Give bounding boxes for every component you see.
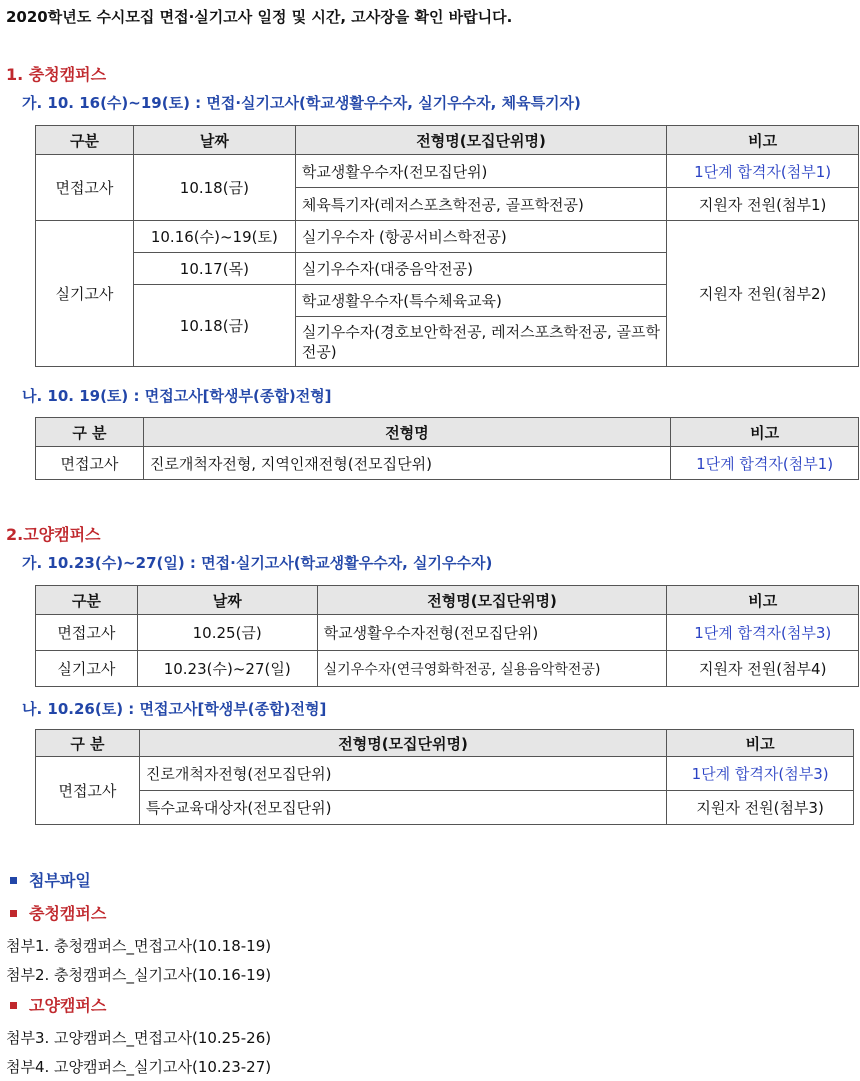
attachment-link-4[interactable]: 첨부4. 고양캠퍼스_실기고사(10.23-27)	[6, 1058, 272, 1076]
table-chungcheong-interview	[35, 417, 859, 480]
cell-note: 지원자 전원(첨부2)	[667, 221, 859, 367]
attachment-link-2[interactable]: 첨부2. 충청캠퍼스_실기고사(10.16-19)	[6, 966, 272, 984]
cell-name: 실기우수자(경호보안학전공, 레저스포츠학전공, 골프학전공)	[295, 317, 666, 367]
goyang-b-title: 나. 10.26(토) : 면접고사[학생부(종합)전형]	[22, 700, 327, 718]
cell-name: 진로개척자전형, 지역인재전형(전모집단위)	[143, 447, 670, 480]
attachment-link-3[interactable]: 첨부3. 고양캠퍼스_면접고사(10.25-26)	[6, 1029, 272, 1047]
cell-note: 지원자 전원(첨부1)	[667, 188, 859, 221]
cell-type: 면접고사	[36, 615, 138, 651]
header-note: 비고	[671, 418, 859, 447]
cell-name: 진로개척자전형(전모집단위)	[139, 757, 666, 791]
attachments-heading	[6, 868, 91, 891]
header-name: 전형명(모집단위명)	[317, 586, 667, 615]
table-row	[36, 155, 859, 188]
cell-type: 실기고사	[36, 221, 134, 367]
attachment-link-1[interactable]: 첨부1. 충청캠퍼스_면접고사(10.18-19)	[6, 937, 272, 955]
table-header-row	[36, 126, 859, 155]
cell-name: 실기우수자 (항공서비스학전공)	[295, 221, 666, 253]
table-goyang-schedule	[35, 585, 859, 687]
chungcheong-b-title: 나. 10. 19(토) : 면접고사[학생부(종합)전형]	[22, 387, 332, 405]
header-note: 비고	[667, 126, 859, 155]
cell-note: 1단계 합격자(첨부1)	[671, 447, 859, 480]
table-row	[36, 651, 859, 687]
cell-note: 지원자 전원(첨부4)	[667, 651, 859, 687]
cell-note: 1단계 합격자(첨부3)	[667, 615, 859, 651]
table-row	[36, 615, 859, 651]
chungcheong-a-title: 가. 10. 16(수)~19(토) : 면접·실기고사(학교생활우수자, 실기우수자, 체육특기자)	[22, 94, 581, 112]
cell-name: 실기우수자(연극영화학전공, 실용음악학전공)	[317, 651, 667, 687]
cell-date: 10.17(목)	[133, 253, 295, 285]
header-note: 비고	[667, 730, 854, 757]
cell-date: 10.18(금)	[133, 155, 295, 221]
attachments-cc-heading	[6, 901, 106, 924]
cell-name: 특수교육대상자(전모집단위)	[139, 791, 666, 825]
header-type: 구 분	[36, 418, 144, 447]
table-row	[36, 757, 854, 791]
attachments-gy-heading-label: 고양캠퍼스	[29, 996, 107, 1015]
header-name: 전형명(모집단위명)	[139, 730, 666, 757]
cell-note: 1단계 합격자(첨부3)	[667, 757, 854, 791]
header-type: 구 분	[36, 730, 140, 757]
cell-type: 면접고사	[36, 757, 140, 825]
header-type: 구분	[36, 586, 138, 615]
table-row	[36, 221, 859, 253]
cell-name: 학교생활우수자전형(전모집단위)	[317, 615, 667, 651]
table-row	[36, 447, 859, 480]
goyang-a-title: 가. 10.23(수)~27(일) : 면접·실기고사(학교생활우수자, 실기우수자)	[22, 554, 493, 572]
header-type: 구분	[36, 126, 134, 155]
cell-type: 면접고사	[36, 155, 134, 221]
cell-type: 면접고사	[36, 447, 144, 480]
square-bullet-icon	[10, 910, 17, 917]
attachments-gy-heading	[6, 993, 106, 1016]
cell-name: 학교생활우수자(전모집단위)	[295, 155, 666, 188]
table-row	[36, 791, 854, 825]
attachments-cc-heading-label: 충청캠퍼스	[29, 904, 107, 923]
table-chungcheong-schedule	[35, 125, 859, 367]
square-bullet-icon	[10, 877, 17, 884]
square-bullet-icon	[10, 1002, 17, 1009]
cell-note: 지원자 전원(첨부3)	[667, 791, 854, 825]
section-goyang-title: 2.고양캠퍼스	[6, 525, 101, 544]
cell-date: 10.18(금)	[133, 285, 295, 367]
cell-date: 10.23(수)~27(일)	[137, 651, 317, 687]
cell-name: 학교생활우수자(특수체육교육)	[295, 285, 666, 317]
header-note: 비고	[667, 586, 859, 615]
header-date: 날짜	[137, 586, 317, 615]
header-name: 전형명	[143, 418, 670, 447]
cell-note: 1단계 합격자(첨부1)	[667, 155, 859, 188]
table-goyang-interview	[35, 729, 854, 825]
table-header-row	[36, 586, 859, 615]
table-header-row	[36, 730, 854, 757]
section-chungcheong-title: 1. 충청캠퍼스	[6, 65, 107, 84]
cell-name: 체육특기자(레저스포츠학전공, 골프학전공)	[295, 188, 666, 221]
attachments-heading-label: 첨부파일	[29, 871, 91, 890]
page-intro: 2020학년도 수시모집 면접·실기고사 일정 및 시간, 고사장을 확인 바랍니다.	[6, 8, 513, 26]
cell-name: 실기우수자(대중음악전공)	[295, 253, 666, 285]
table-header-row	[36, 418, 859, 447]
cell-date: 10.25(금)	[137, 615, 317, 651]
cell-date: 10.16(수)~19(토)	[133, 221, 295, 253]
header-name: 전형명(모집단위명)	[295, 126, 666, 155]
header-date: 날짜	[133, 126, 295, 155]
cell-type: 실기고사	[36, 651, 138, 687]
